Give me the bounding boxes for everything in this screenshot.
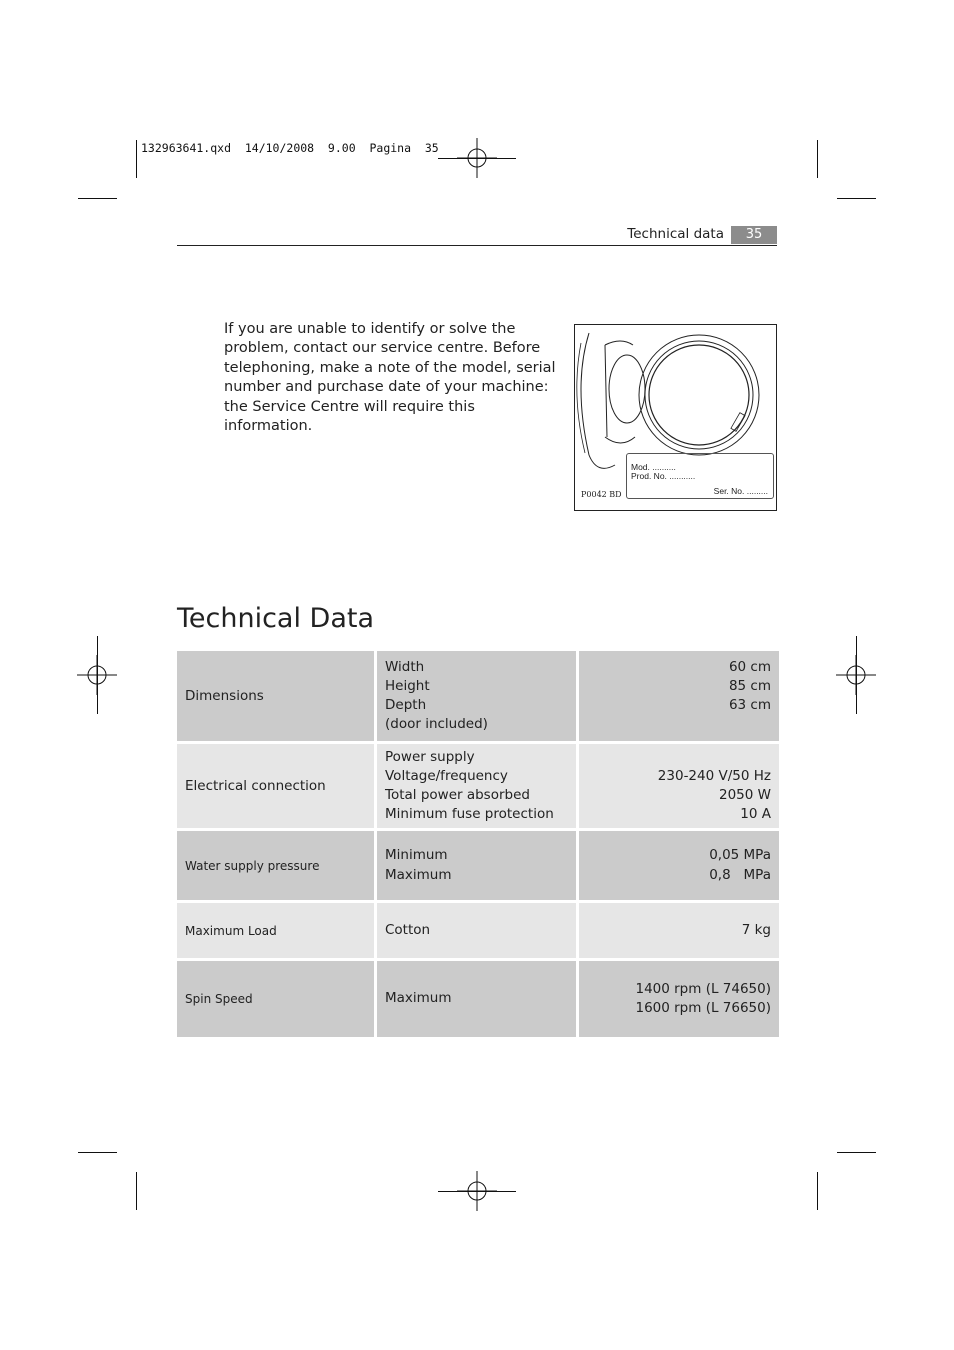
print-slug: 132963641.qxd 14/10/2008 9.00 Pagina 35 <box>141 141 439 155</box>
rating-plate-illustration <box>574 324 777 511</box>
table-row <box>177 961 779 1037</box>
item-text: Power supply <box>385 748 475 765</box>
row-items <box>377 903 579 961</box>
table-row <box>177 903 779 961</box>
table-row <box>177 831 779 903</box>
intro-paragraph: If you are unable to identify or solve the problem, contact our service centre. Before telephoning, make a note of the model, serial number and purchase date of your machine: the Service Centre will require this information. <box>224 321 556 435</box>
item-text: Voltage/frequency <box>385 767 508 784</box>
row-label: Electrical connection <box>177 744 377 831</box>
row-label: Spin Speed <box>177 961 377 1037</box>
plate-product-number: Prod. No. ........... <box>631 471 696 481</box>
value-text: 10 A <box>740 806 771 823</box>
crop-mark <box>438 1191 516 1192</box>
item-text: Maximum <box>385 866 452 883</box>
header-rule <box>177 245 777 246</box>
row-values <box>579 744 779 831</box>
row-items <box>377 961 579 1037</box>
row-label: Maximum Load <box>177 903 377 961</box>
value-text: 1400 rpm (L 74650) <box>635 980 771 997</box>
crop-mark <box>817 1172 818 1210</box>
value-text: 0,05 MPa <box>709 847 771 864</box>
row-items <box>377 831 579 903</box>
value-text: 2050 W <box>719 787 771 803</box>
value-text: 63 cm <box>728 697 771 713</box>
row-label: Dimensions <box>177 651 377 744</box>
technical-data-table <box>177 651 779 1037</box>
value-text <box>579 748 771 767</box>
plate-model: Mod. .......... <box>631 462 676 472</box>
crop-mark <box>837 198 876 199</box>
row-values <box>579 831 779 903</box>
row-label: Water supply pressure <box>177 831 377 903</box>
item-text: Height <box>385 677 430 694</box>
item-text: Width <box>385 658 425 675</box>
crop-mark <box>97 636 98 714</box>
item-text: Cotton <box>385 921 431 938</box>
value-text: 60 cm <box>728 658 771 675</box>
value-text: 85 cm <box>728 677 771 694</box>
crop-mark <box>817 140 818 178</box>
crop-mark <box>78 198 117 199</box>
item-text: Total power absorbed <box>385 787 530 803</box>
crop-mark <box>136 1172 137 1210</box>
item-text: Depth <box>385 697 427 713</box>
figure-code: P0042 BD <box>581 490 622 499</box>
crop-mark <box>78 1152 117 1153</box>
table-row <box>177 744 779 831</box>
value-text: 1600 rpm (L 76650) <box>635 1000 771 1016</box>
crop-mark <box>438 158 516 159</box>
value-text: 0,8 MPa <box>709 866 771 883</box>
item-text: Minimum fuse protection <box>385 806 554 823</box>
row-items <box>377 651 579 744</box>
row-values <box>579 903 779 961</box>
item-text: (door included) <box>385 716 488 733</box>
value-text: 7 kg <box>741 921 771 938</box>
item-text: Minimum <box>385 847 448 864</box>
table-row <box>177 651 779 744</box>
crop-mark <box>136 140 137 178</box>
rating-plate <box>626 453 774 499</box>
plate-serial-number: Ser. No. ......... <box>713 486 768 496</box>
page-number: 35 <box>731 226 777 244</box>
running-header-title: Technical data <box>627 226 724 242</box>
row-items <box>377 744 579 831</box>
value-text <box>579 715 771 734</box>
row-values <box>579 961 779 1037</box>
section-title: Technical Data <box>177 603 375 634</box>
value-text: 230-240 V/50 Hz <box>657 767 771 784</box>
item-text: Maximum <box>385 990 452 1007</box>
row-values <box>579 651 779 744</box>
crop-mark <box>856 636 857 714</box>
crop-mark <box>837 1152 876 1153</box>
